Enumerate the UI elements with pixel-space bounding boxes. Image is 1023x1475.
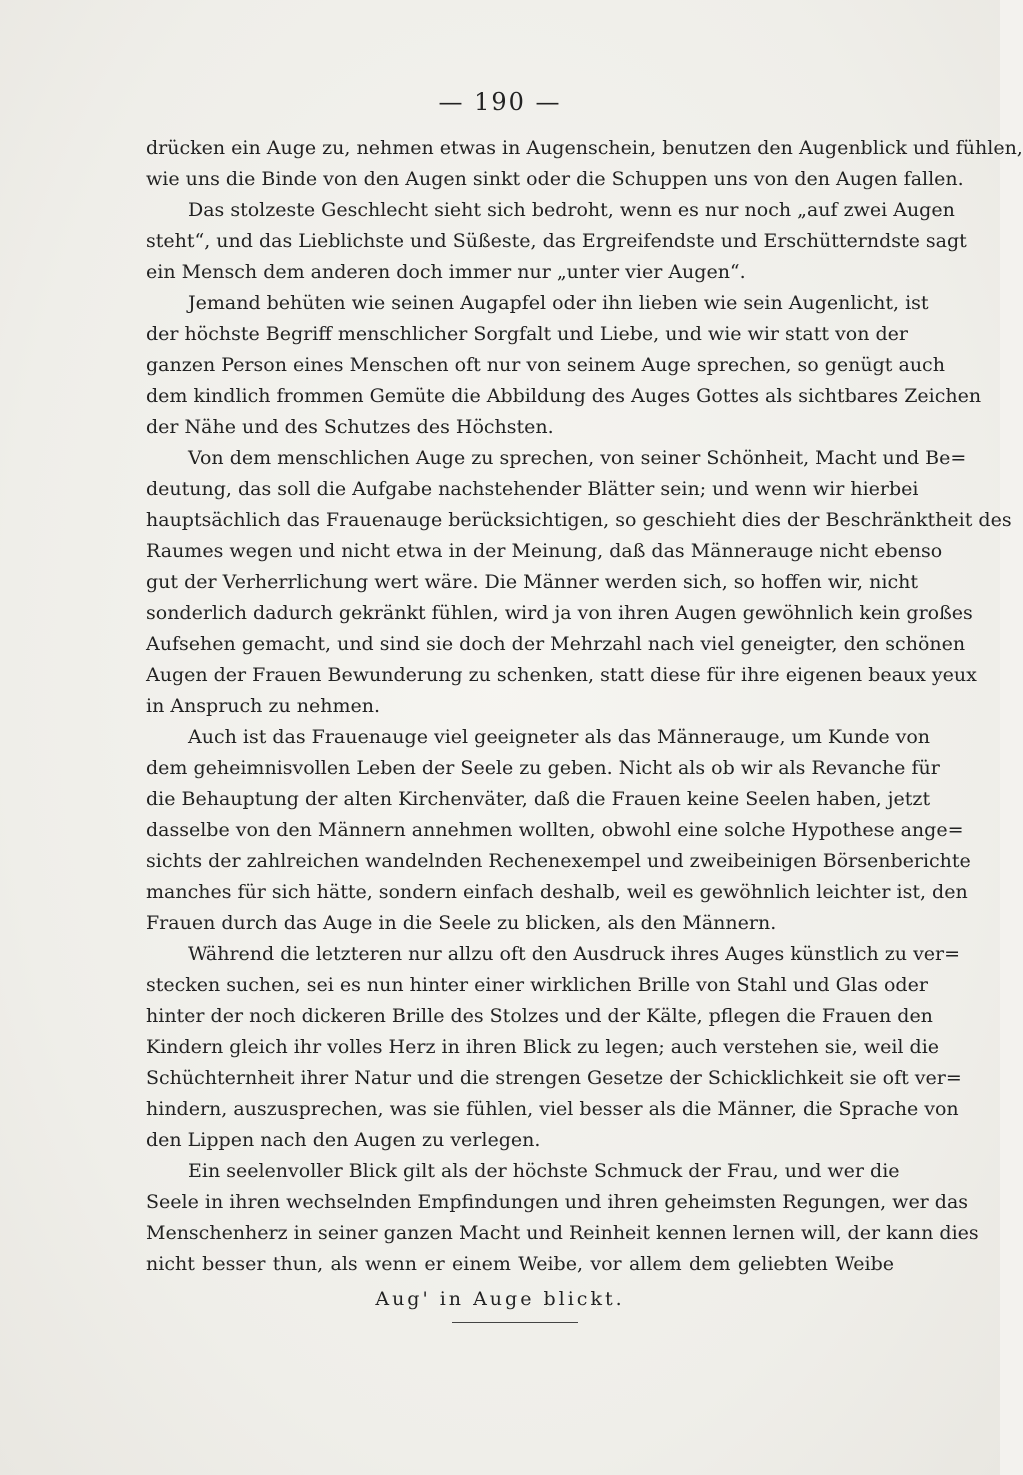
text-line: Von dem menschlichen Auge zu sprechen, von seiner Schönheit, Macht und Be= bbox=[188, 447, 967, 469]
text-line: sonderlich dadurch gekränkt fühlen, wird ja von ihren Augen gewöhnlich kein großes bbox=[146, 602, 973, 624]
text-line: Frauen durch das Auge in die Seele zu blicken, als den Männern. bbox=[146, 912, 777, 934]
text-line: dem geheimnisvollen Leben der Seele zu geben. Nicht als ob wir als Revanche für bbox=[146, 757, 940, 779]
text-line: manches für sich hätte, sondern einfach deshalb, weil es gewöhnlich leichter ist, den bbox=[146, 881, 968, 903]
body-text bbox=[146, 133, 1023, 1280]
text-line: in Anspruch zu nehmen. bbox=[146, 695, 381, 717]
text-line: der höchste Begriff menschlicher Sorgfalt und Liebe, und wie wir statt von der bbox=[146, 323, 908, 345]
text-line: hindern, auszusprechen, was sie fühlen, viel besser als die Männer, die Sprache von bbox=[146, 1098, 959, 1120]
text-line: wie uns die Binde von den Augen sinkt oder die Schuppen uns von den Augen fallen. bbox=[146, 168, 964, 190]
text-line: hauptsächlich das Frauenauge berücksichtigen, so geschieht dies der Beschränktheit des bbox=[146, 509, 1012, 531]
text-line: stecken suchen, sei es nun hinter einer wirklichen Brille von Stahl und Glas oder bbox=[146, 974, 928, 996]
text-line: Schüchternheit ihrer Natur und die strengen Gesetze der Schicklichkeit sie oft ver= bbox=[146, 1067, 962, 1089]
text-line: ganzen Person eines Menschen oft nur von seinem Auge sprechen, so genügt auch bbox=[146, 354, 945, 376]
end-rule bbox=[452, 1322, 578, 1323]
text-line: ein Mensch dem anderen doch immer nur „unter vier Augen“. bbox=[146, 261, 746, 283]
text-line: Kindern gleich ihr volles Herz in ihren Blick zu legen; auch verstehen sie, weil die bbox=[146, 1036, 940, 1058]
page-number: — 190 — bbox=[438, 88, 562, 116]
text-line: Aufsehen gemacht, und sind sie doch der Mehrzahl nach viel geneigter, den schönen bbox=[146, 633, 966, 655]
text-line: steht“, und das Lieblichste und Süßeste, das Ergreifendste und Erschütterndste sagt bbox=[146, 230, 967, 252]
text-line: Jemand behüten wie seinen Augapfel oder ihn lieben wie sein Augenlicht, ist bbox=[188, 292, 929, 314]
text-line: nicht besser thun, als wenn er einem Weibe, vor allem dem geliebten Weibe bbox=[146, 1253, 894, 1275]
text-line: Ein seelenvoller Blick gilt als der höchste Schmuck der Frau, und wer die bbox=[188, 1160, 900, 1182]
closing-line: Aug' in Auge blickt. bbox=[375, 1288, 625, 1310]
text-line: die Behauptung der alten Kirchenväter, daß die Frauen keine Seelen haben, jetzt bbox=[146, 788, 931, 810]
text-line: Menschenherz in seiner ganzen Macht und Reinheit kennen lernen will, der kann dies bbox=[146, 1222, 979, 1244]
text-line: drücken ein Auge zu, nehmen etwas in Augenschein, benutzen den Augenblick und fühlen, bbox=[146, 137, 1023, 159]
text-line: Augen der Frauen Bewunderung zu schenken, statt diese für ihre eigenen beaux yeux bbox=[146, 664, 977, 686]
text-line: gut der Verherrlichung wert wäre. Die Männer werden sich, so hoffen wir, nicht bbox=[146, 571, 918, 593]
text-line: Auch ist das Frauenauge viel geeigneter als das Männerauge, um Kunde von bbox=[188, 726, 931, 748]
text-line: Raumes wegen und nicht etwa in der Meinung, daß das Männerauge nicht ebenso bbox=[146, 540, 943, 562]
text-line: dasselbe von den Männern annehmen wollten, obwohl eine solche Hypothese ange= bbox=[146, 819, 964, 841]
text-line: den Lippen nach den Augen zu verlegen. bbox=[146, 1129, 541, 1151]
text-line: deutung, das soll die Aufgabe nachstehender Blätter sein; und wenn wir hierbei bbox=[146, 478, 919, 500]
text-line: der Nähe und des Schutzes des Höchsten. bbox=[146, 416, 554, 438]
text-line: hinter der noch dickeren Brille des Stolzes und der Kälte, pflegen die Frauen den bbox=[146, 1005, 933, 1027]
text-line: Das stolzeste Geschlecht sieht sich bedroht, wenn es nur noch „auf zwei Augen bbox=[188, 199, 955, 221]
text-line: Seele in ihren wechselnden Empfindungen und ihren geheimsten Regungen, wer das bbox=[146, 1191, 969, 1213]
text-line: dem kindlich frommen Gemüte die Abbildung des Auges Gottes als sichtbares Zeichen bbox=[146, 385, 982, 407]
text-line: Während die letzteren nur allzu oft den Ausdruck ihres Auges künstlich zu ver= bbox=[188, 943, 961, 965]
text-line: sichts der zahlreichen wandelnden Rechenexempel und zweibeinigen Börsenberichte bbox=[146, 850, 971, 872]
